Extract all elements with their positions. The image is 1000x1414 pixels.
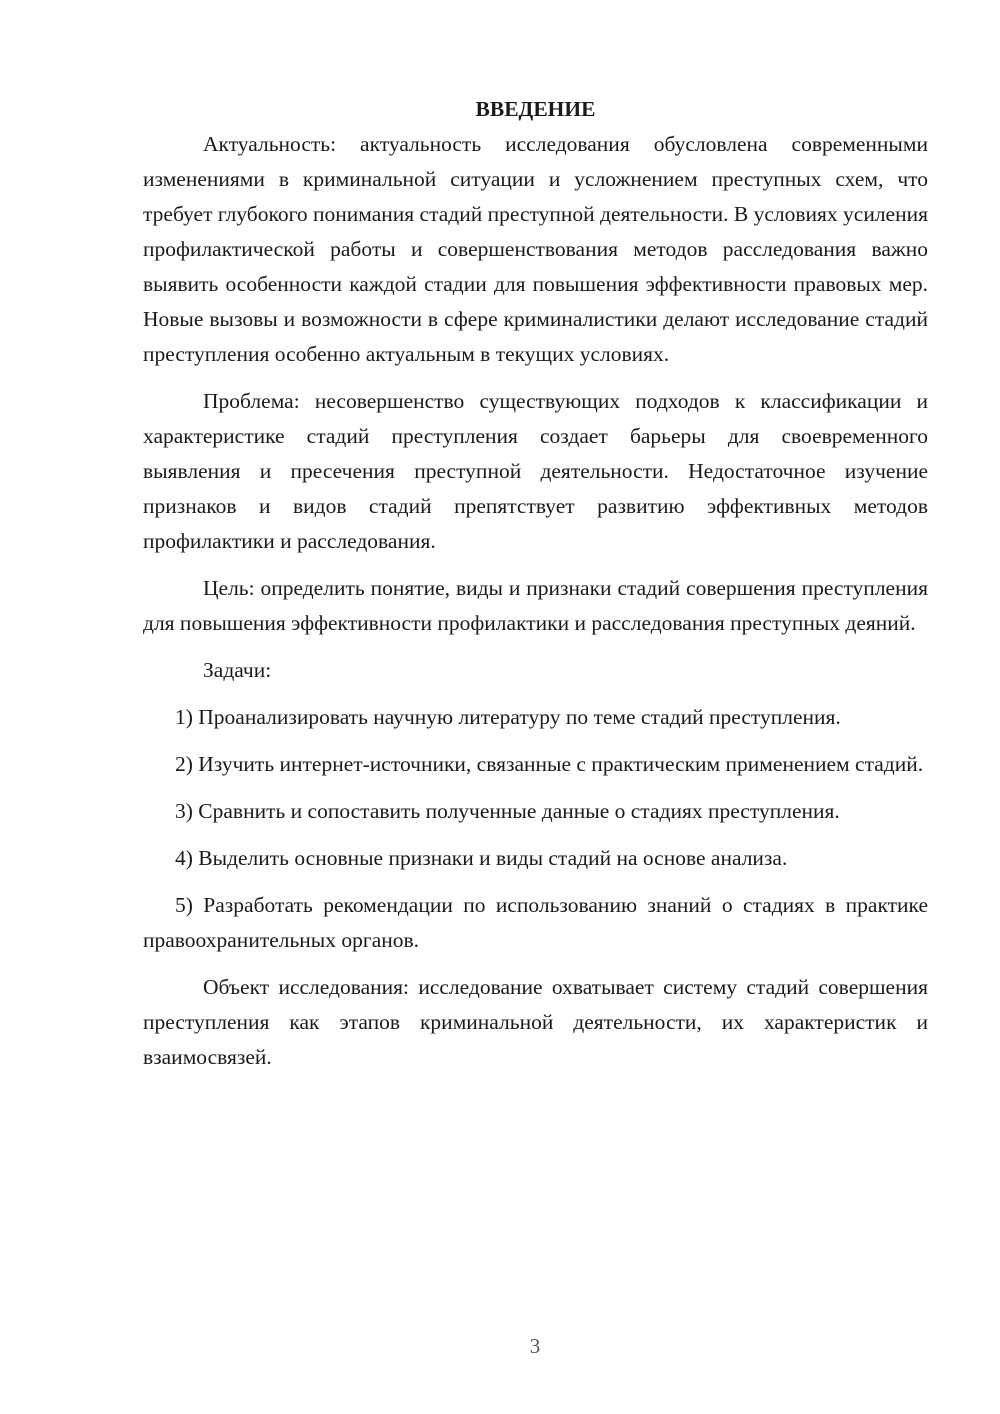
tasks-heading: Задачи:: [203, 658, 272, 682]
paragraph-goal: Цель: определить понятие, виды и признаки стадий совершения преступления для повышения эффективности профилактики и расследования преступных деяний.: [143, 576, 928, 635]
paragraph-object: Объект исследования: исследование охватывает систему стадий совершения преступления как этапов криминальной деятельности, их характеристик и взаимосвязей.: [143, 975, 928, 1069]
task-item-2: 2) Изучить интернет-источники, связанные с практическим применением стадий.: [175, 752, 924, 776]
task-item-5: 5) Разработать рекомендации по использованию знаний о стадиях в практике правоохранительных органов.: [143, 893, 928, 952]
task-item-3: 3) Сравнить и сопоставить полученные данные о стадиях преступления.: [175, 799, 840, 823]
task-item-1: 1) Проанализировать научную литературу по теме стадий преступления.: [175, 705, 841, 729]
section-title: ВВЕДЕНИЕ: [475, 97, 596, 121]
paragraph-relevance: Актуальность: актуальность исследования обусловлена современными изменениями в криминальной ситуации и усложнением преступных схем, что требует глубокого понимания стадий преступной деятельности. В условиях усиления профилактической работы и совершенствования методов расследования важно выявить особенности каждой стадии для повышения эффективности правовых мер. Новые вызовы и возможности в сфере криминалистики делают исследование стадий преступления особенно актуальным в текущих условиях.: [143, 132, 928, 366]
paragraph-problem: Проблема: несовершенство существующих подходов к классификации и характеристике стадий преступления создает барьеры для своевременного выявления и пресечения преступной деятельности. Недостаточное изучение признаков и видов стадий препятствует развитию эффективных методов профилактики и расследования.: [143, 389, 928, 553]
task-item-4: 4) Выделить основные признаки и виды стадий на основе анализа.: [175, 846, 788, 870]
document-page: [143, 92, 928, 1087]
page-number: 3: [529, 1334, 541, 1358]
